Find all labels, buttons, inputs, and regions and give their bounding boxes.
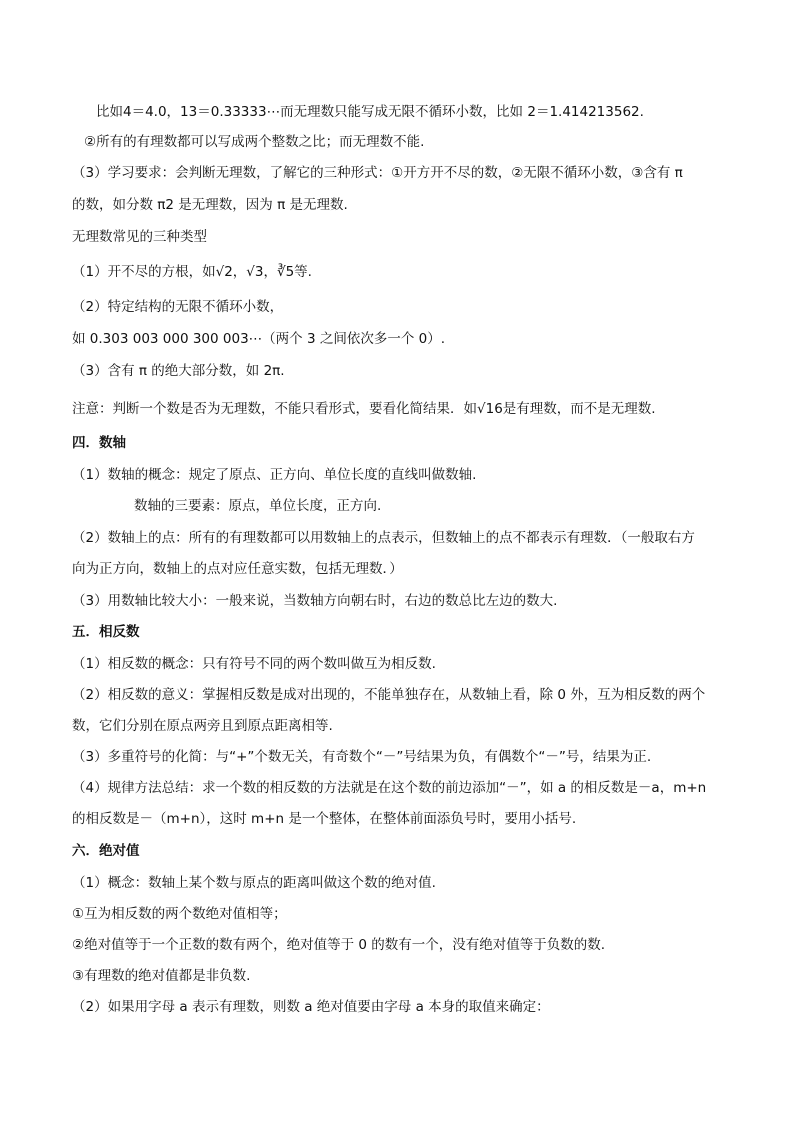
- text-line: （1）开不尽的方根，如√2，√3，∛5等.: [72, 264, 312, 280]
- text-line: ③有理数的绝对值都是非负数.: [72, 968, 251, 984]
- text-line: （3）多重符号的化简：与“+”个数无关，有奇数个“－”号结果为负，有偶数个“－”号，结果为正.: [72, 749, 652, 765]
- text-line: （3）含有 π 的绝大部分数，如 2π.: [72, 363, 285, 379]
- section-heading: 四．数轴: [72, 435, 126, 451]
- text-line: （4）规律方法总结：求一个数的相反数的方法就是在这个数的前边添加“－”，如 a 的相反数是－a，m+n: [72, 780, 707, 796]
- text-line: 数轴的三要素：原点，单位长度，正方向.: [134, 498, 382, 514]
- text-line: 数，它们分别在原点两旁且到原点距离相等.: [72, 718, 333, 734]
- section-heading: 六．绝对值: [72, 843, 140, 859]
- text-line: （3）学习要求：会判断无理数，了解它的三种形式：①开方开不尽的数，②无限不循环小数，③含有 π: [72, 165, 683, 181]
- subheading: 无理数常见的三种类型: [72, 229, 207, 245]
- text-line: ②绝对值等于一个正数的数有两个，绝对值等于 0 的数有一个，没有绝对值等于负数的数.: [72, 937, 606, 953]
- text-line: （2）相反数的意义：掌握相反数是成对出现的，不能单独存在，从数轴上看，除 0 外，互为相反数的两个: [72, 687, 706, 703]
- text-line: （3）用数轴比较大小：一般来说，当数轴方向朝右时，右边的数总比左边的数大.: [72, 593, 558, 609]
- text-line: （1）数轴的概念：规定了原点、正方向、单位长度的直线叫做数轴.: [72, 467, 477, 483]
- text-line: （2）数轴上的点：所有的有理数都可以用数轴上的点表示，但数轴上的点不都表示有理数．（一般取右方: [72, 530, 695, 546]
- text-line: 向为正方向，数轴上的点对应任意实数，包括无理数．）: [72, 561, 403, 577]
- text-line: 的相反数是－（m+n），这时 m+n 是一个整体，在整体前面添负号时，要用小括号.: [72, 811, 577, 827]
- text-line: ②所有的有理数都可以写成两个整数之比；而无理数不能.: [84, 134, 425, 150]
- text-line: ①互为相反数的两个数绝对值相等；: [72, 906, 287, 922]
- text-line: 如 0.303 003 000 300 003⋯（两个 3 之间依次多一个 0）.: [72, 331, 446, 347]
- text-line: （1）相反数的概念：只有符号不同的两个数叫做互为相反数.: [72, 656, 436, 672]
- text-line: （2）特定结构的无限不循环小数，: [72, 299, 284, 315]
- text-line: （2）如果用字母 a 表示有理数，则数 a 绝对值要由字母 a 本身的取值来确定：: [72, 999, 550, 1015]
- text-line: 注意：判断一个数是否为无理数，不能只看形式，要看化简结果．如√16是有理数，而不是无理数.: [72, 401, 656, 417]
- text-line: 比如4＝4.0，13＝0.33333⋯而无理数只能写成无限不循环小数，比如 2＝1.414213562.: [96, 104, 644, 120]
- text-line: （1）概念：数轴上某个数与原点的距离叫做这个数的绝对值.: [72, 875, 436, 891]
- section-heading: 五．相反数: [72, 624, 140, 640]
- text-line: 的数，如分数 π2 是无理数，因为 π 是无理数.: [72, 197, 348, 213]
